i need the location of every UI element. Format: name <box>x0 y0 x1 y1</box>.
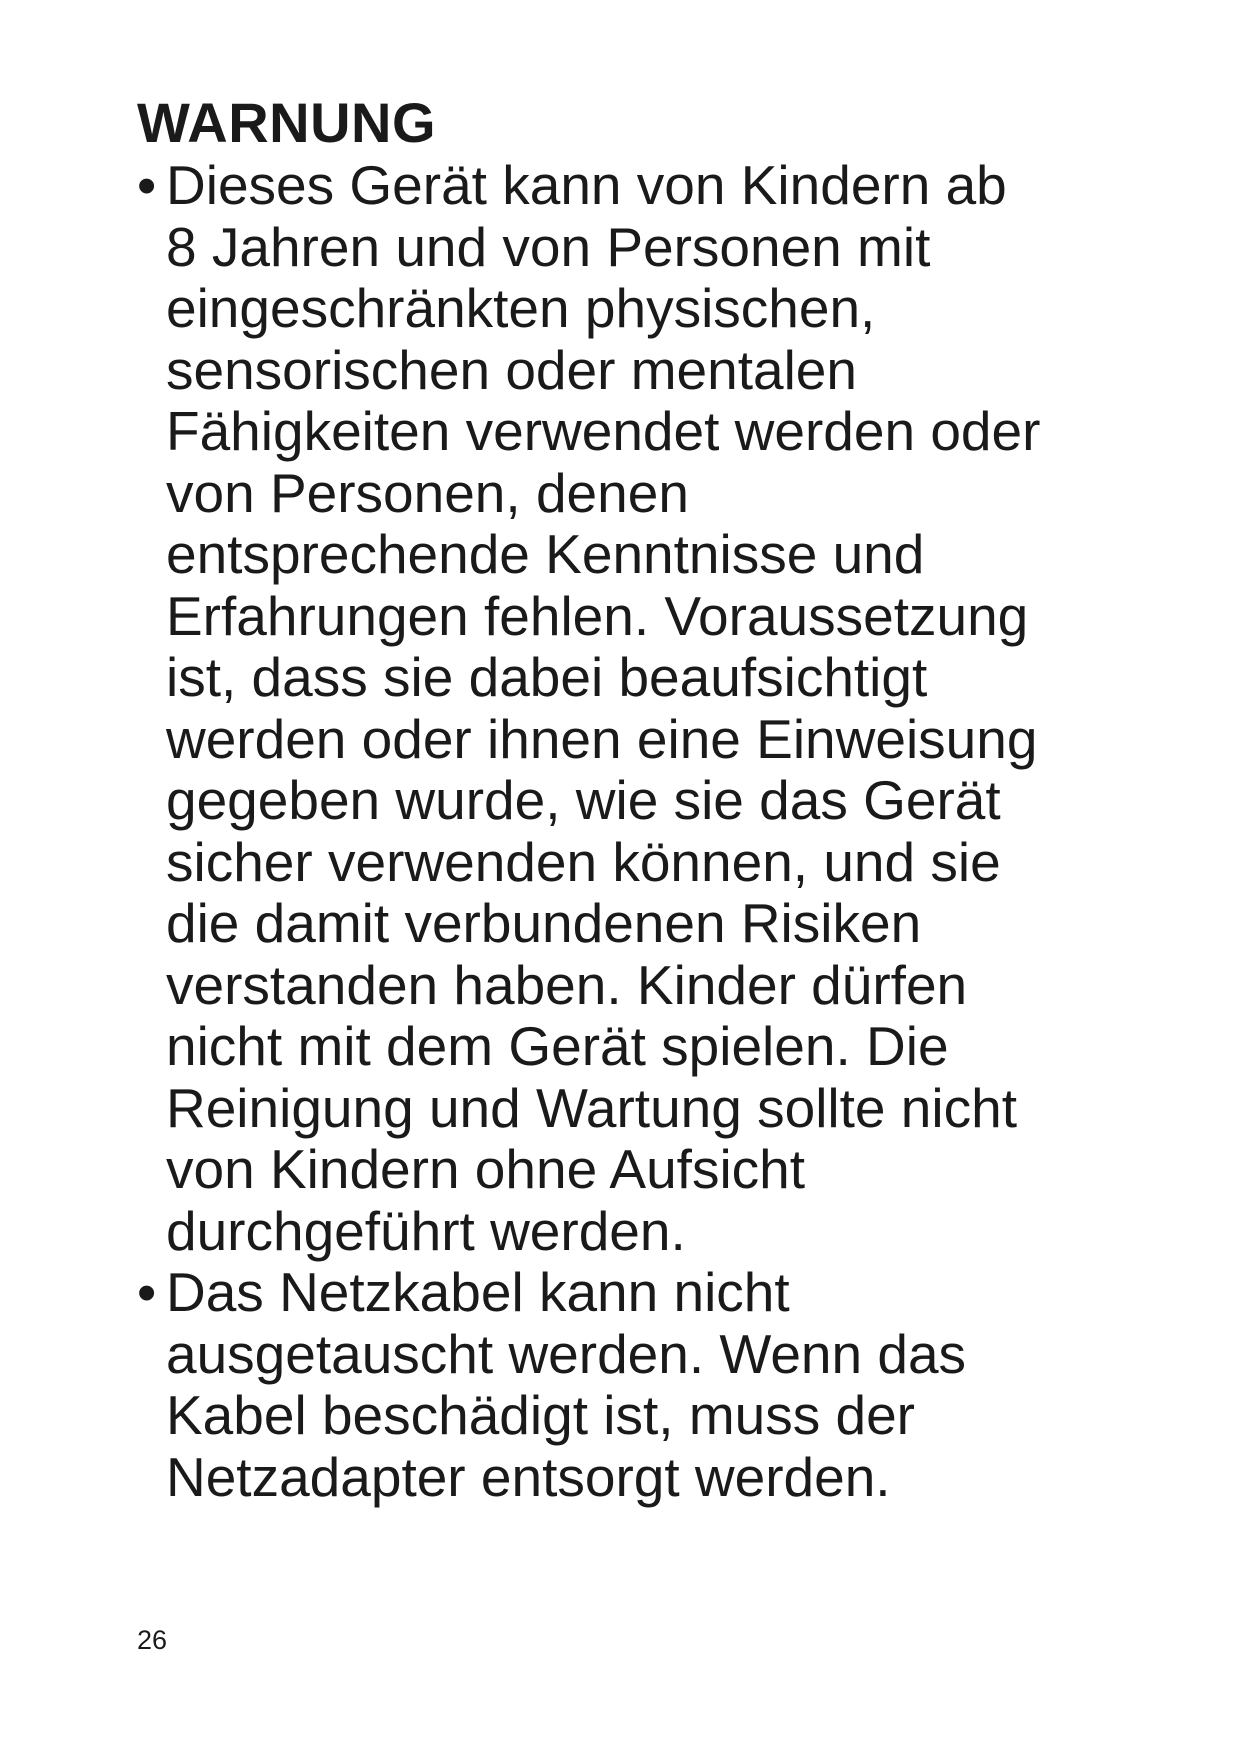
page-number: 26 <box>137 1625 168 1655</box>
bullet-icon: • <box>137 154 157 216</box>
list-item <box>137 155 1117 1262</box>
list-item <box>137 1262 1117 1508</box>
list-item-text: Dieses Gerät kann von Kindern ab 8 Jahren und von Personen mit eingeschränkten physischen, sensorischen oder mentalen Fähigkeiten verwendet werden oder von Personen, denen entsprechende Kenntnisse und Erfahrungen fehlen. Voraussetzung ist, dass sie dabei beaufsichtigt werden oder ihnen eine Einweisung gegeben wurde, wie sie das Gerät sicher verwenden können, und sie die damit verbundenen Risiken verstanden haben. Kinder dürfen nicht mit dem Gerät spielen. Die Reinigung und Wartung sollte nicht von Kindern ohne Aufsicht durchgeführt werden. <box>166 154 1041 1262</box>
list-item-text: Das Netzkabel kann nicht ausgetauscht werden. Wenn das Kabel beschädigt ist, muss der Netzadapter entsorgt werden. <box>166 1261 967 1508</box>
bullet-icon: • <box>137 1261 157 1323</box>
warning-heading: WARNUNG <box>137 91 437 154</box>
warning-list <box>137 155 1117 1508</box>
